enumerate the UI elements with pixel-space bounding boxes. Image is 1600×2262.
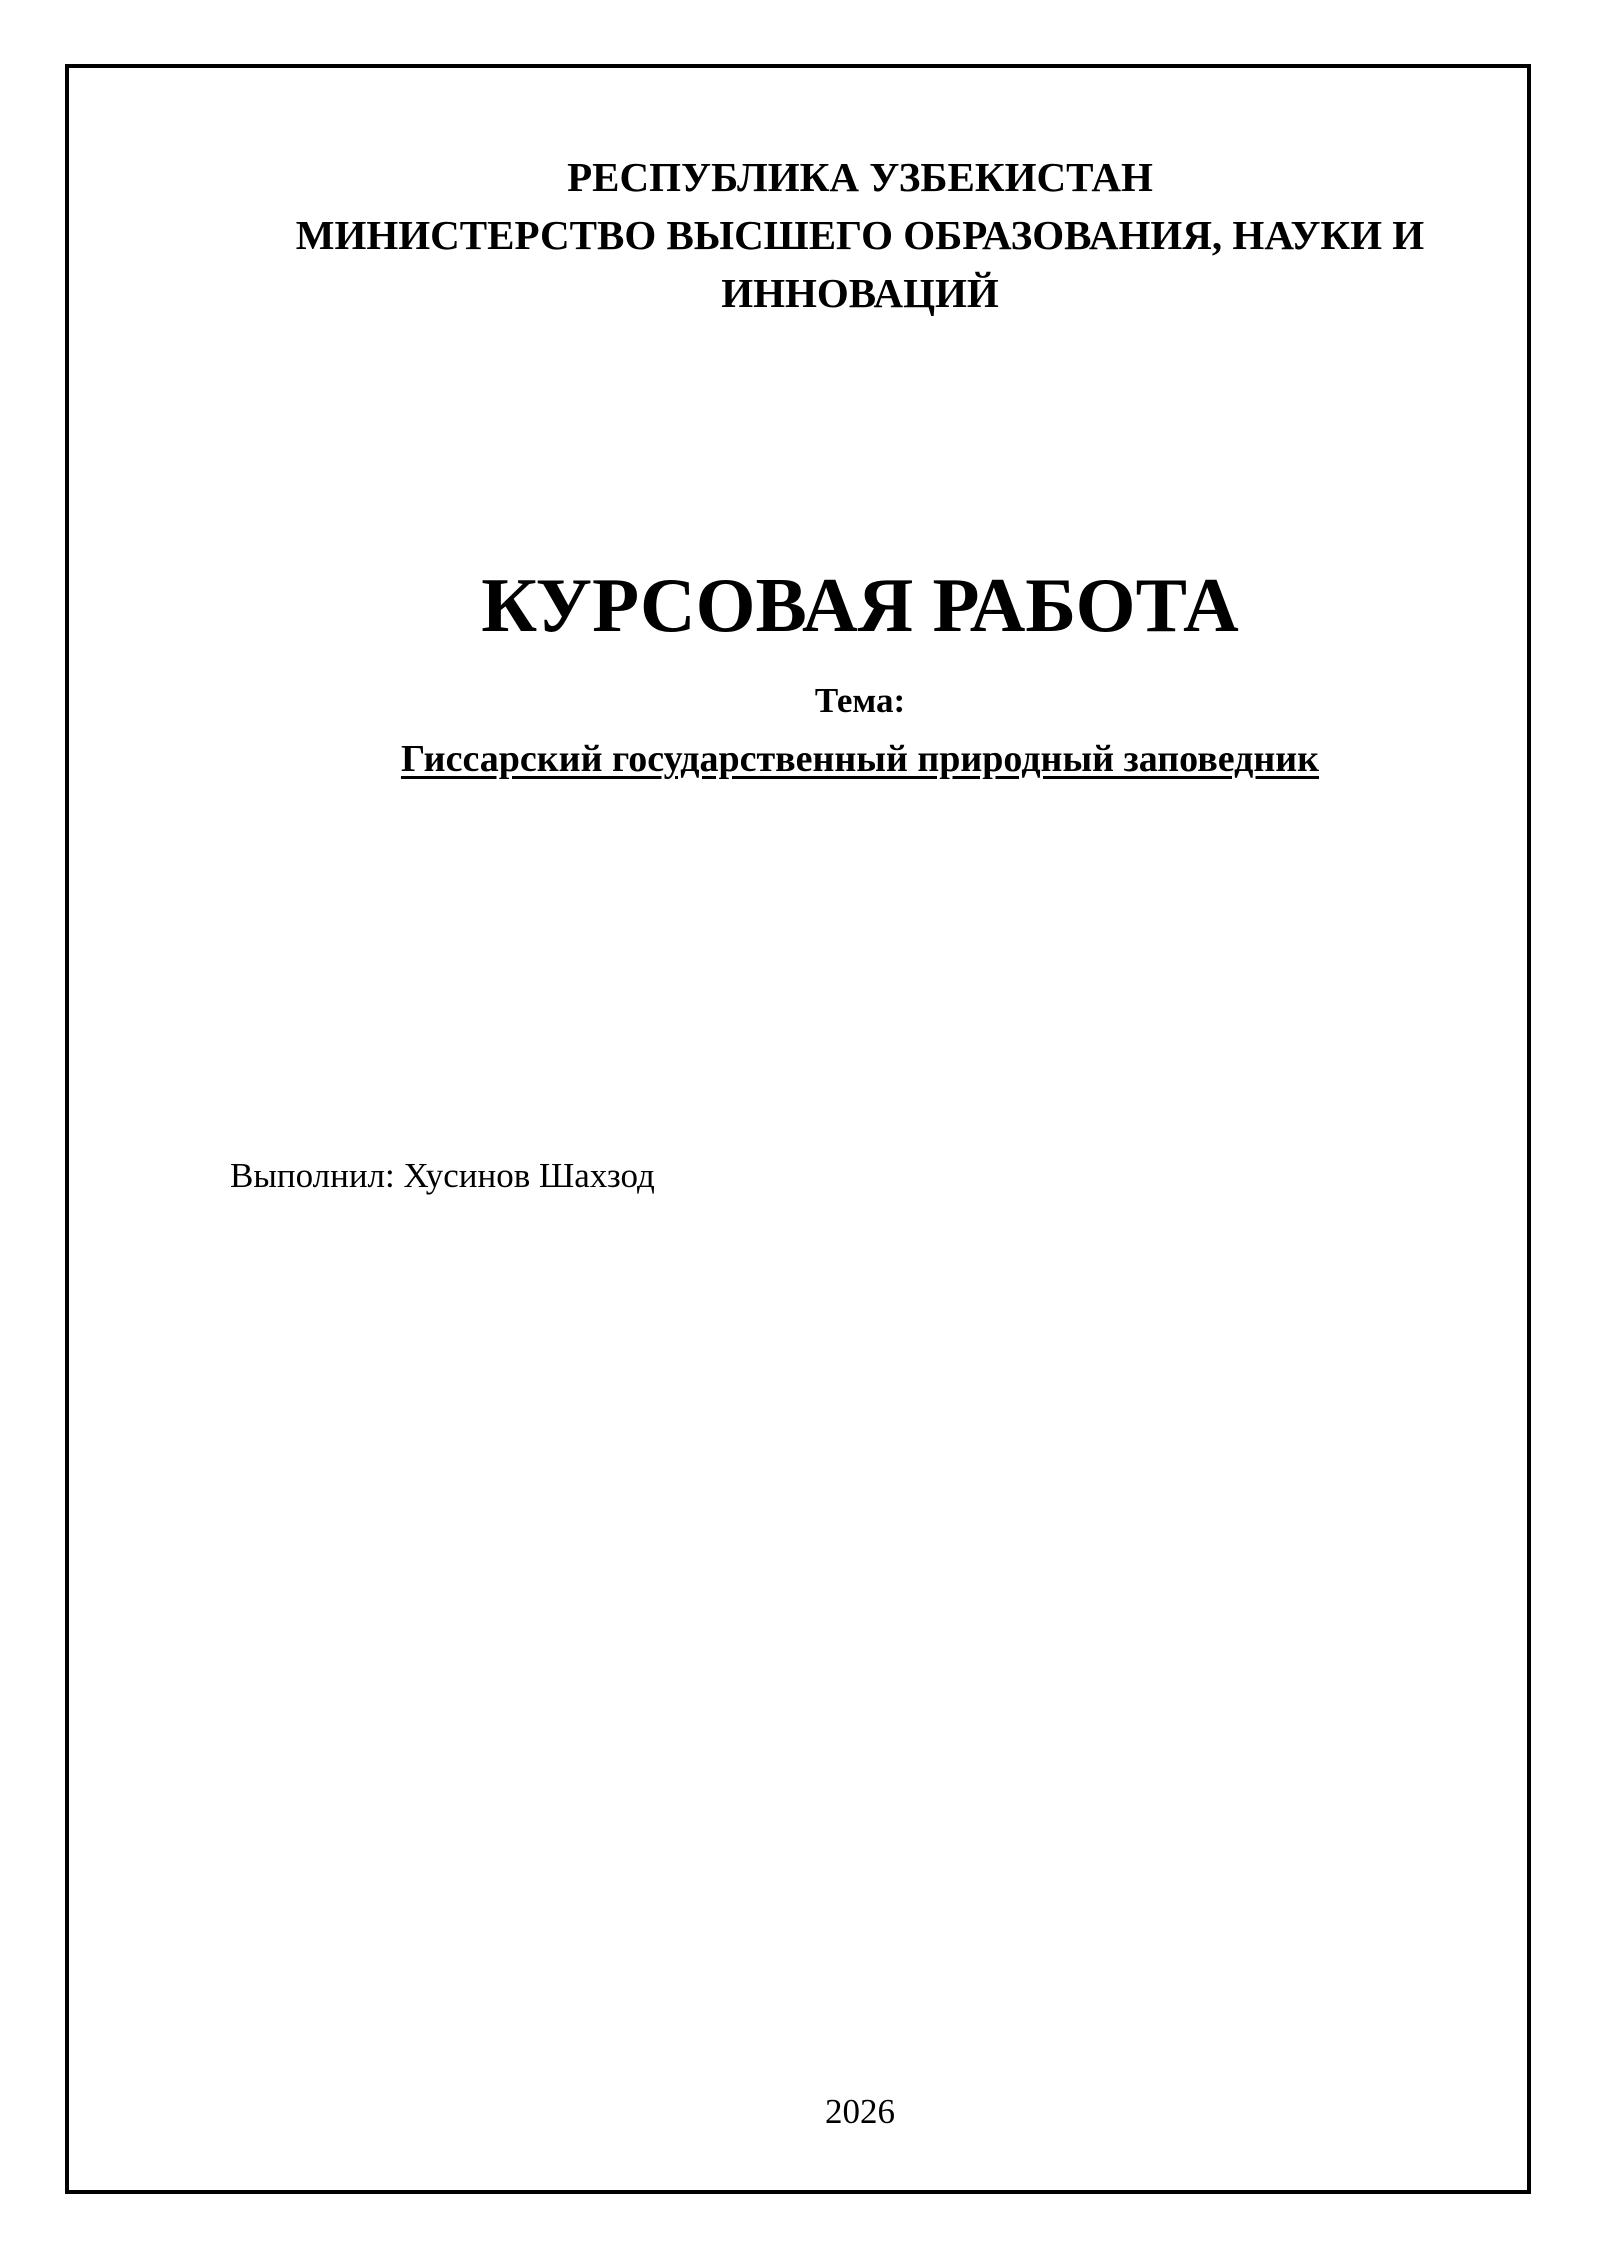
ministry-name-line-1: МИНИСТЕРСТВО ВЫСШЕГО ОБРАЗОВАНИЯ, НАУКИ И: [295, 212, 1425, 258]
topic-title: Гиссарский государственный природный заповедник: [400, 738, 1320, 780]
document-title: КУРСОВАЯ РАБОТА: [481, 562, 1239, 648]
ministry-name-line-2: ИННОВАЦИЙ: [721, 270, 999, 316]
year: 2026: [825, 2092, 895, 2131]
document-header: [240, 148, 1480, 322]
page-border: [65, 64, 1531, 2194]
topic-label: Тема:: [814, 681, 906, 720]
country-name: РЕСПУБЛИКА УЗБЕКИСТАН: [567, 154, 1153, 200]
author-line: Выполнил: Хусинов Шахзод: [230, 1156, 655, 1195]
